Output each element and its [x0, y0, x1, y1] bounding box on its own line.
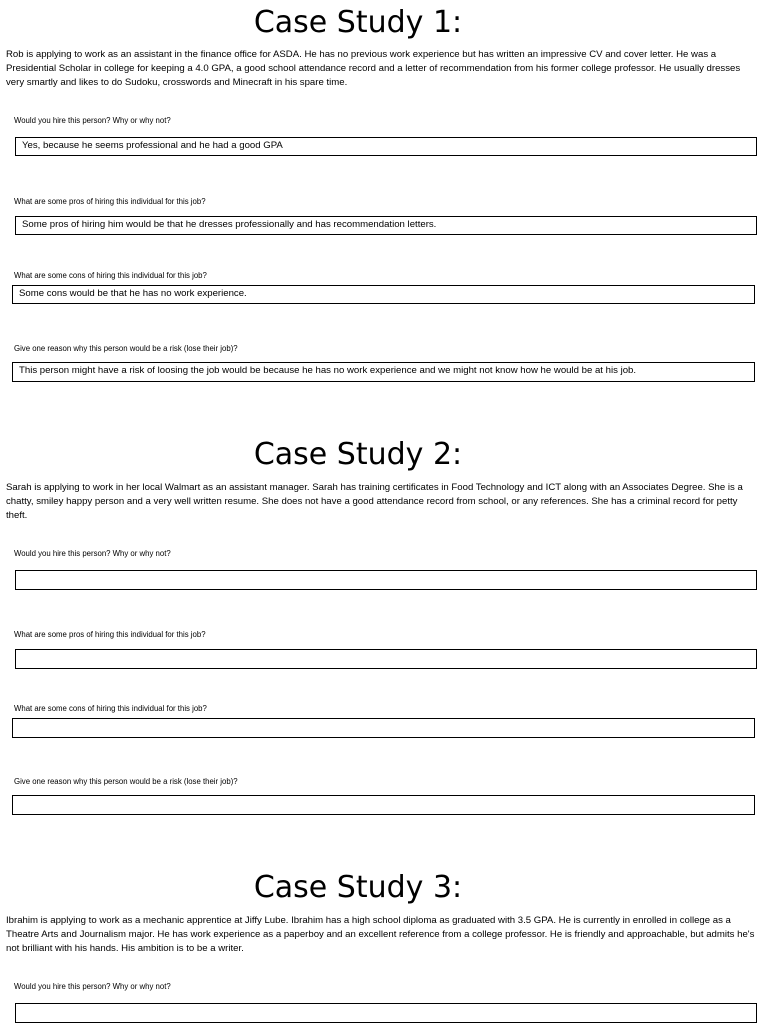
case-study-1-answer-cons[interactable]: Some cons would be that he has no work experience. [12, 285, 755, 304]
case-study-1-answer-hire[interactable]: Yes, because he seems professional and he had a good GPA [15, 137, 757, 156]
case-study-2-description: Sarah is applying to work in her local Walmart as an assistant manager. Sarah has training certificates in Food Technology and ICT along with an Associates Degree. She is a chatty, smiley happy person and a very well written resume. She does not have a good attendance record from school, or any references. She has a criminal record for petty theft. [6, 482, 743, 521]
case-study-1-answer-risk[interactable]: This person might have a risk of loosing the job would be because he has no work experience and we might not know how he would be at his job. [12, 362, 755, 382]
case-study-2-question-pros: What are some pros of hiring this individual for this job? [14, 630, 206, 639]
case-study-1-answer-pros[interactable]: Some pros of hiring him would be that he dresses professionally and has recommendation letters. [15, 216, 757, 235]
case-study-3-title: Case Study 3: [253, 870, 463, 905]
case-study-2-answer-risk[interactable] [12, 795, 755, 815]
case-study-1-question-pros: What are some pros of hiring this individual for this job? [14, 197, 206, 206]
case-study-3-question-hire: Would you hire this person? Why or why not? [14, 982, 171, 991]
case-study-2-answer-pros[interactable] [15, 649, 757, 669]
case-study-2-answer-hire[interactable] [15, 570, 757, 590]
case-study-2-question-hire: Would you hire this person? Why or why not? [14, 549, 171, 558]
case-study-1-description: Rob is applying to work as an assistant in the finance office for ASDA. He has no previous work experience but has written an impressive CV and cover letter. He was a Presidential Scholar in college for keeping a 4.0 GPA, a good school attendance record and a letter of recommendation from his former college professor. He usually dresses very smartly and likes to do Sudoku, crosswords and Minecraft in his spare time. [6, 49, 741, 88]
case-study-3-answer-hire[interactable] [15, 1003, 757, 1023]
case-study-1-title: Case Study 1: [253, 5, 463, 40]
case-study-1-question-risk: Give one reason why this person would be a risk (lose their job)? [14, 344, 238, 353]
case-study-1-question-cons: What are some cons of hiring this individual for this job? [14, 271, 207, 280]
case-study-2-answer-cons[interactable] [12, 718, 755, 738]
case-study-2-title: Case Study 2: [253, 437, 463, 472]
case-study-3-description: Ibrahim is applying to work as a mechanic apprentice at Jiffy Lube. Ibrahim has a high school diploma as graduated with 3.5 GPA. He is currently in enrolled in college as a Theatre Arts and Journalism major. He has work experience as a paperboy and an excellent reference from a college professor. He is friendly and approachable, but admits he's not brilliant with his hands. His ambition is to be a writer. [6, 915, 755, 954]
case-study-2-question-risk: Give one reason why this person would be a risk (lose their job)? [14, 777, 238, 786]
case-study-1-question-hire: Would you hire this person? Why or why not? [14, 116, 171, 125]
case-study-2-question-cons: What are some cons of hiring this individual for this job? [14, 704, 207, 713]
